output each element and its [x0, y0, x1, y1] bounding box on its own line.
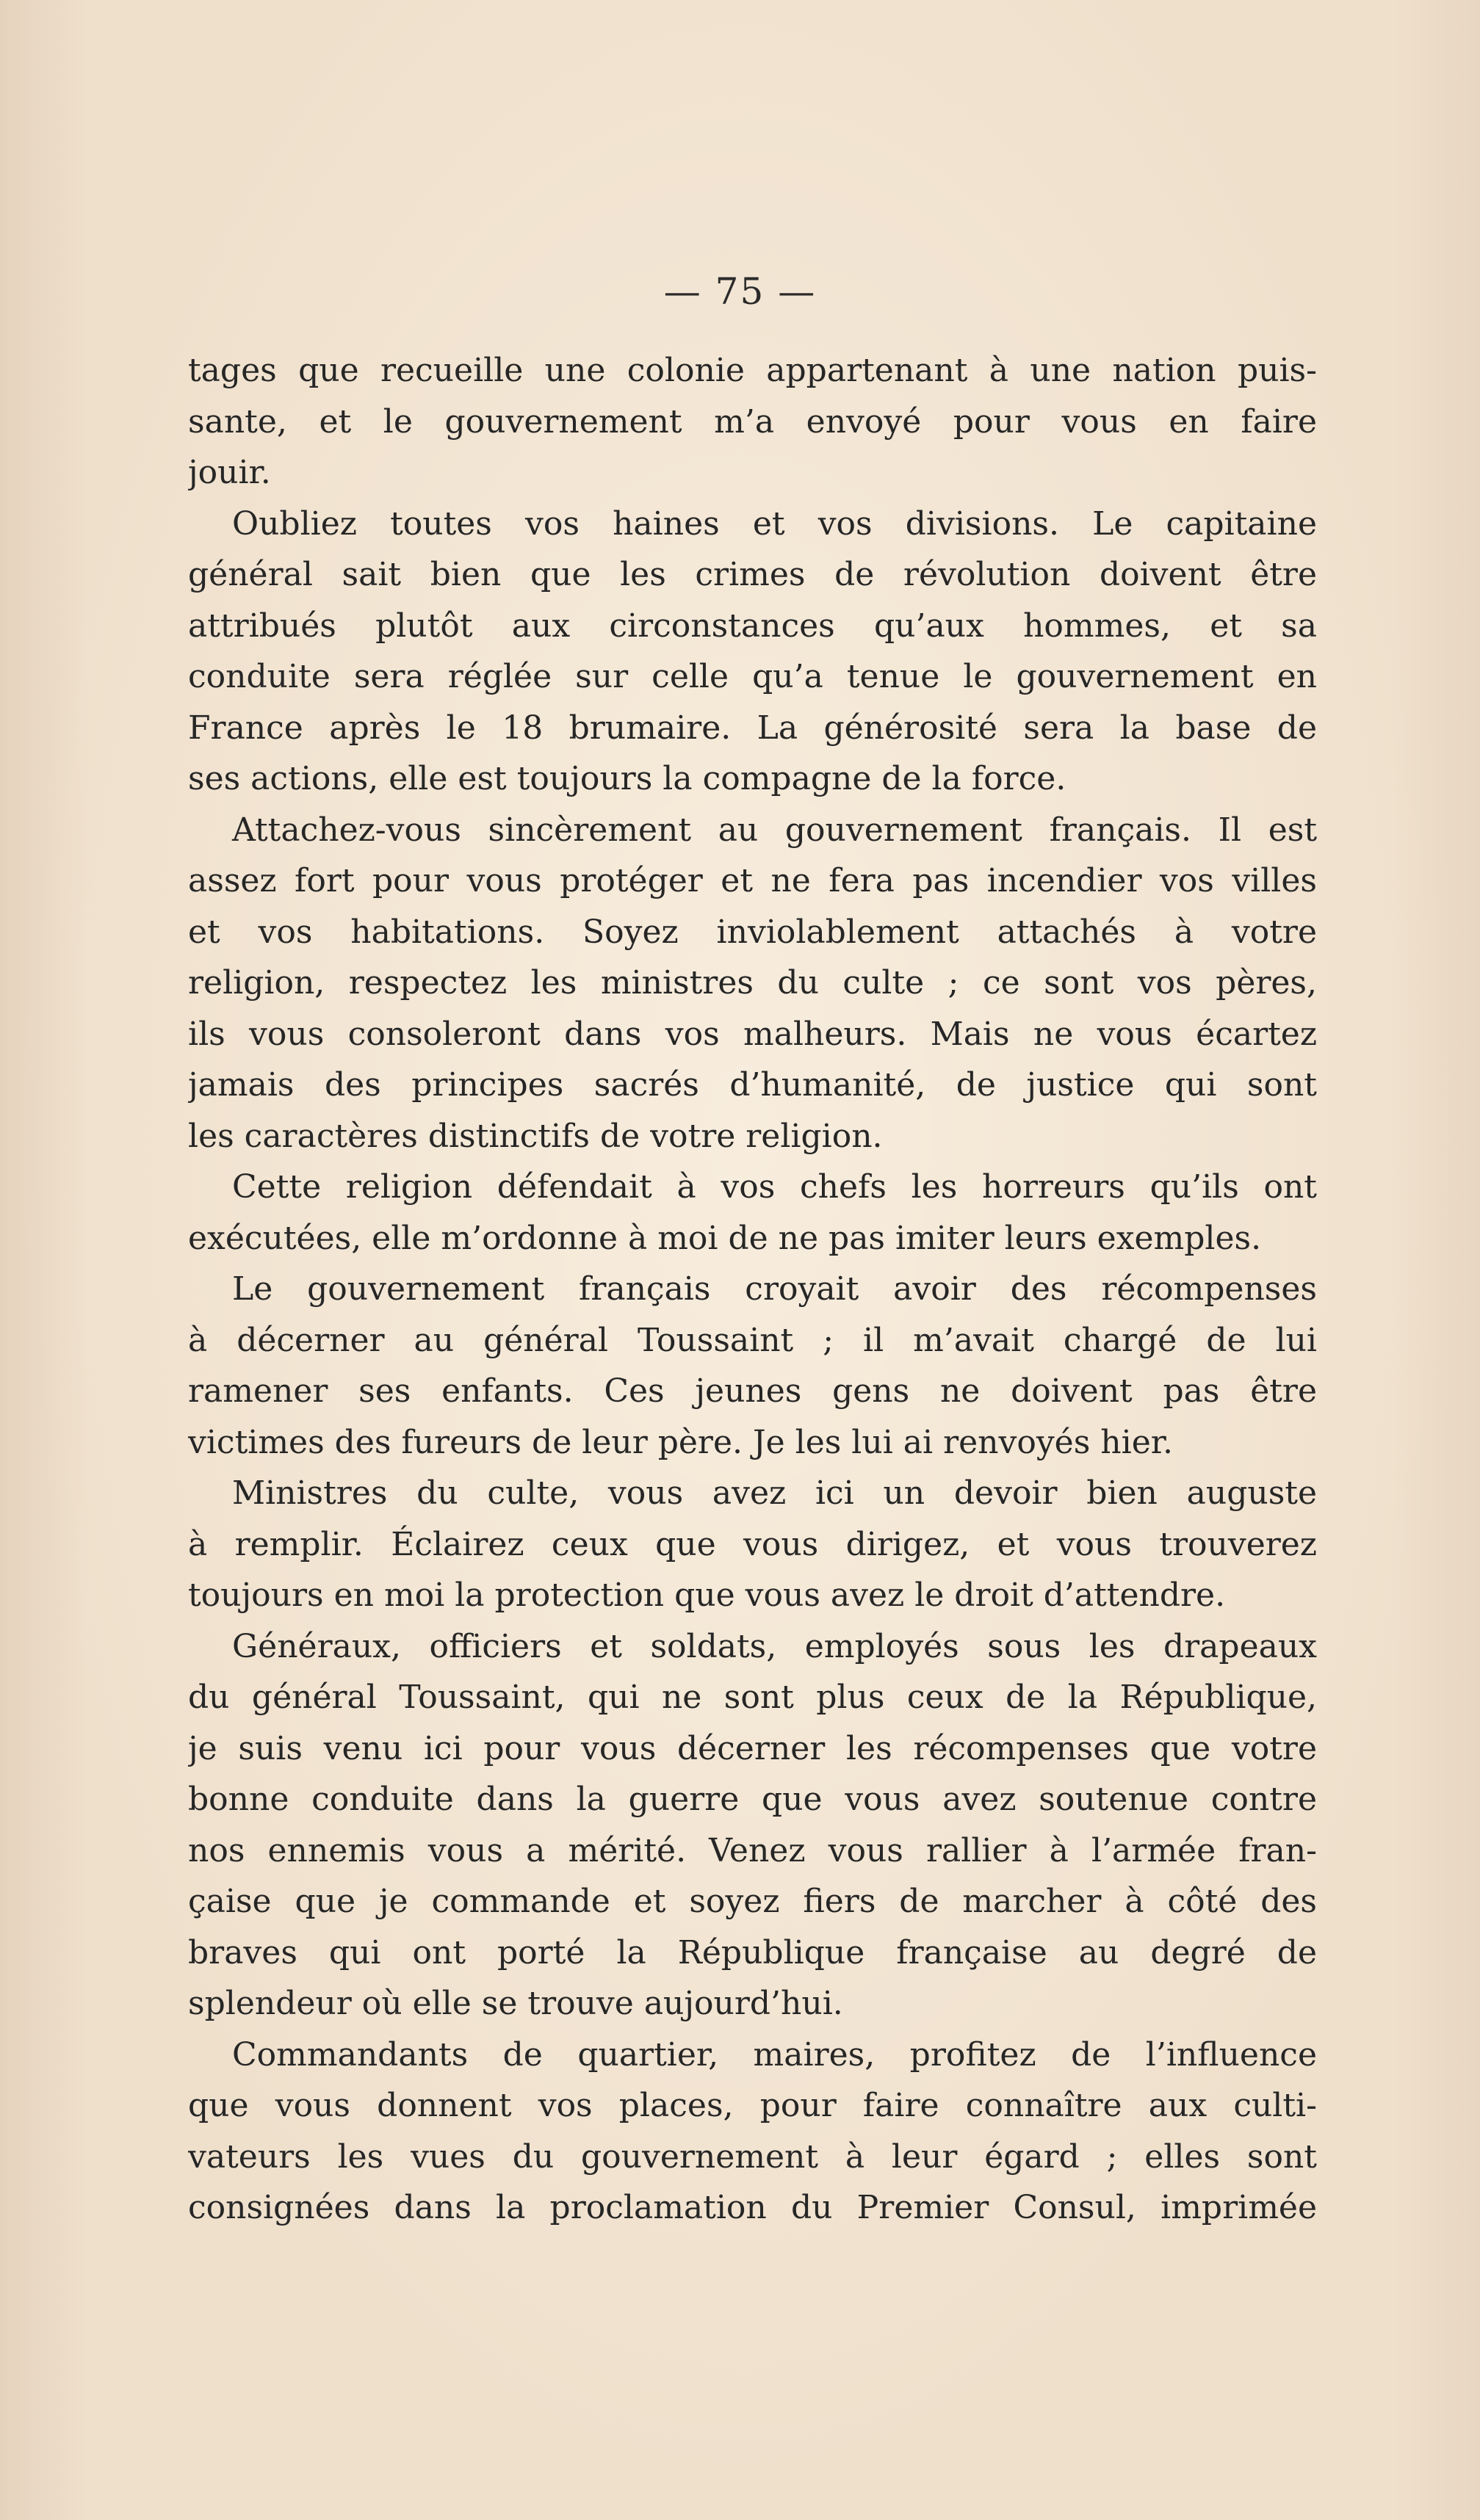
text-line: ses actions, elle est toujours la compagne de la force.: [188, 760, 1066, 797]
text-line: nos ennemis vous a mérité. Venez vous rallier à l’armée fran-: [188, 1831, 1317, 1869]
text-line: les caractères distinctifs de votre religion.: [188, 1117, 883, 1155]
text-line: bonne conduite dans la guerre que vous avez soutenue contre: [188, 1781, 1317, 1818]
text-line: exécutées, elle m’ordonne à moi de ne pas imiter leurs exemples.: [188, 1219, 1262, 1257]
text-line: Commandants de quartier, maires, profitez de l’influence: [232, 2035, 1317, 2074]
text-line: Généraux, officiers et soldats, employés sous les drapeaux: [232, 1627, 1317, 1665]
text-line: çaise que je commande et soyez fiers de marcher à côté des: [188, 1883, 1317, 1920]
text-line: vateurs les vues du gouvernement à leur égard ; elles sont: [188, 2137, 1317, 2176]
text-line: victimes des fureurs de leur père. Je les lui ai renvoyés hier.: [188, 1423, 1173, 1461]
text-line: assez fort pour vous protéger et ne fera pas incendier vos villes: [188, 862, 1317, 899]
page-number: — 75 —: [663, 270, 817, 313]
text-line: splendeur où elle se trouve aujourd’hui.: [188, 1985, 843, 2022]
text-line: ils vous consoleront dans vos malheurs. Mais ne vous écartez: [188, 1015, 1317, 1053]
text-line: religion, respectez les ministres du culte ; ce sont vos pères,: [188, 964, 1317, 1002]
text-line: à remplir. Éclairez ceux que vous dirigez, et vous trouverez: [188, 1525, 1317, 1563]
text-line: Oubliez toutes vos haines et vos divisions. Le capitaine: [232, 504, 1317, 543]
text-line: que vous donnent vos places, pour faire connaître aux culti-: [188, 2087, 1317, 2124]
text-line: et vos habitations. Soyez inviolablement attachés à votre: [188, 913, 1317, 951]
text-line: Cette religion défendait à vos chefs les horreurs qu’ils ont: [232, 1168, 1317, 1206]
text-line: toujours en moi la protection que vous avez le droit d’attendre.: [188, 1576, 1226, 1614]
text-line: consignées dans la proclamation du Premier Consul, imprimée: [188, 2189, 1317, 2226]
text-line: je suis venu ici pour vous décerner les récompenses que votre: [188, 1729, 1317, 1767]
text-line: ramener ses enfants. Ces jeunes gens ne doivent pas être: [188, 1372, 1317, 1410]
text-line: tages que recueille une colonie appartenant à une nation puis-: [188, 352, 1317, 389]
text-line: du général Toussaint, qui ne sont plus ceux de la République,: [188, 1679, 1317, 1716]
text-line: à décerner au général Toussaint ; il m’avait chargé de lui: [188, 1321, 1317, 1359]
text-line: conduite sera réglée sur celle qu’a tenue le gouvernement en: [188, 658, 1317, 695]
text-line: France après le 18 brumaire. La générosité sera la base de: [188, 709, 1317, 747]
text-line: Le gouvernement français croyait avoir des récompenses: [232, 1270, 1317, 1308]
text-line: jamais des principes sacrés d’humanité, de justice qui sont: [188, 1066, 1317, 1104]
body-text: [188, 345, 1317, 2234]
text-line: jouir.: [188, 454, 271, 491]
text-line: braves qui ont porté la République française au degré de: [188, 1933, 1317, 1972]
text-line: Ministres du culte, vous avez ici un devoir bien auguste: [232, 1474, 1317, 1512]
text-line: Attachez-vous sincèrement au gouvernement français. Il est: [232, 811, 1317, 849]
text-line: général sait bien que les crimes de révolution doivent être: [188, 556, 1317, 593]
text-line: sante, et le gouvernement m’a envoyé pour vous en faire: [188, 402, 1317, 441]
text-line: attribués plutôt aux circonstances qu’aux hommes, et sa: [188, 607, 1317, 645]
